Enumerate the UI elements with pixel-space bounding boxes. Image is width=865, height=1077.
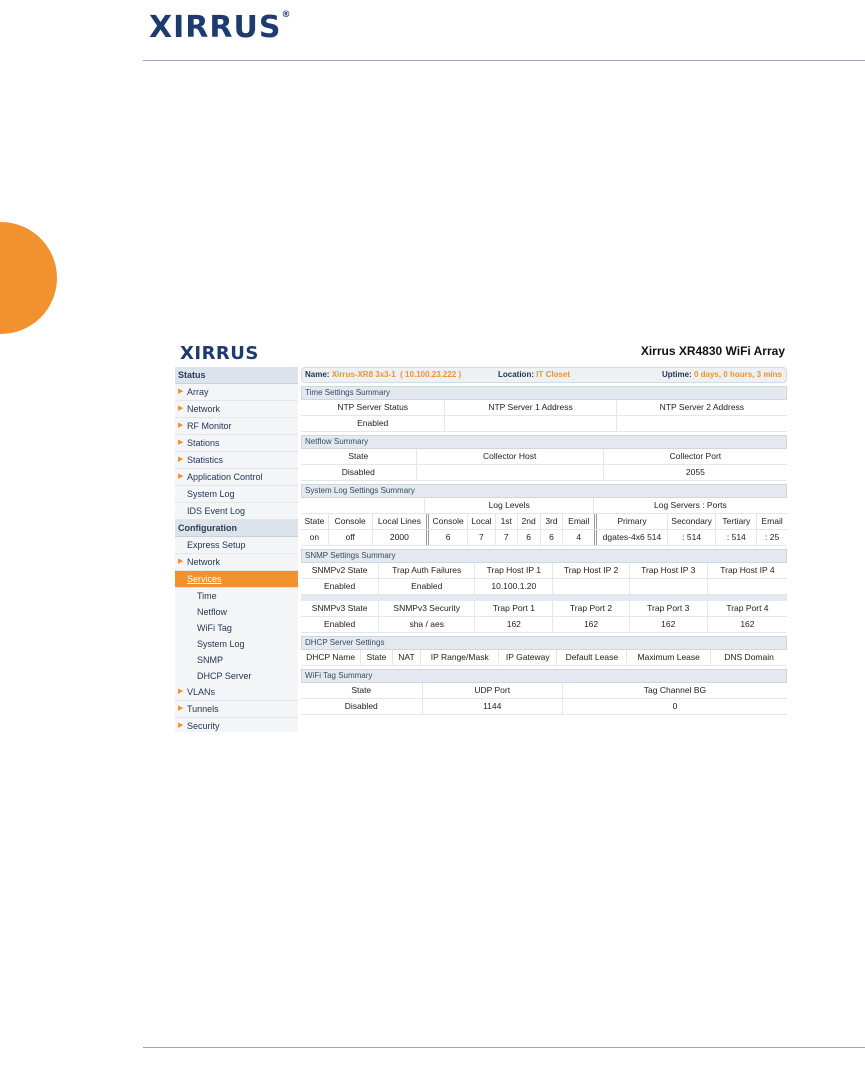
table-header-row [301,449,787,465]
table-cell: 6 [429,530,468,545]
column-header: Local Lines [373,514,430,529]
column-header: IP Range/Mask [421,650,499,665]
column-header: Primary [597,514,668,529]
column-header: SNMPv3 Security [379,601,475,616]
sidebar [175,367,298,732]
column-header: Trap Port 4 [726,603,769,613]
chapter-tab [0,222,57,334]
column-header: Collector Host [417,449,604,464]
chevron-right-icon: ▶ [178,439,184,446]
column-header: Trap Auth Failures [379,563,475,578]
app-title: Xirrus XR4830 WiFi Array [640,344,785,358]
table-row [301,530,787,546]
column-header: Trap Host IP 3 [630,563,708,578]
sidebar-subitem-wifi-tag[interactable]: WiFi Tag [197,623,232,633]
table-header-row [301,563,787,579]
table-cell [708,579,787,594]
section-netflow: Netflow Summary [301,435,787,449]
table-cell: : 25 [765,532,780,542]
column-header: 2nd [518,514,541,529]
footer-rule [143,1047,865,1048]
sidebar-item-array[interactable]: ▶ Array [175,384,298,401]
table-cell: 6 [518,530,541,545]
chevron-right-icon: ▶ [178,388,184,395]
column-header: State [301,683,423,698]
column-header: Secondary [668,514,717,529]
table-cell: : 514 [668,530,717,545]
table-cell [445,416,616,431]
sidebar-item-application-control[interactable]: ▶ Application Control [175,469,298,486]
column-header: NTP Server Status [301,400,445,415]
section-dhcp-server: DHCP Server Settings [301,636,787,650]
chevron-right-icon: ▶ [178,405,184,412]
info-bar [301,367,787,383]
sidebar-item-vlans[interactable]: ▶ VLANs [175,684,298,701]
sidebar-header-status[interactable]: Status [175,367,298,384]
column-header: NTP Server 2 Address [659,402,745,412]
screenshot-frame [175,340,787,732]
table-cell: 162 [475,617,553,632]
table-cell: 6 [541,530,564,545]
table-row [301,465,787,481]
table-cell: : 514 [716,530,757,545]
column-header: Maximum Lease [627,650,711,665]
chevron-right-icon: ▶ [178,722,184,729]
sidebar-item-config-network[interactable]: ▶ Network [175,554,298,571]
column-header: SNMPv3 State [301,601,379,616]
table-header-row [301,683,787,699]
column-header: DNS Domain [724,652,774,662]
section-time-settings: Time Settings Summary [301,386,787,400]
table-cell: Enabled [301,617,379,632]
sidebar-item-express-setup[interactable]: Express Setup [175,537,298,554]
column-header: Trap Host IP 4 [720,565,775,575]
section-snmp: SNMP Settings Summary [301,549,787,563]
table-cell: 7 [468,530,496,545]
column-header: Email [761,516,783,526]
sidebar-item-security[interactable]: ▶ Security [175,718,298,732]
sidebar-subitem-snmp[interactable]: SNMP [197,655,224,665]
table-row [301,416,787,432]
table-cell: 4 [563,530,597,545]
table-cell: sha / aes [379,617,475,632]
column-header: Local [468,514,496,529]
table-row [301,699,787,715]
table-header-row [301,650,787,666]
table-row [301,617,787,633]
sidebar-item-tunnels[interactable]: ▶ Tunnels [175,701,298,718]
column-header: State [301,449,417,464]
table-header-row [301,601,787,617]
column-header: Tertiary [716,514,757,529]
column-header: Console [429,514,468,529]
table-cell: off [329,530,373,545]
table-row [301,579,787,595]
table-cell: Disabled [301,699,423,714]
column-header: 1st [496,514,518,529]
column-header: Console [329,514,373,529]
column-header: Trap Port 1 [475,601,553,616]
table-cell [417,465,604,480]
sidebar-item-system-log[interactable]: System Log [175,486,298,503]
column-header: Email [563,514,597,529]
table-cell: 2000 [373,530,430,545]
column-header: Tag Channel BG [643,685,707,695]
column-header: Trap Host IP 2 [553,563,629,578]
sidebar-subitem-system-log[interactable]: System Log [197,639,245,649]
sidebar-subitem-time[interactable]: Time [197,591,217,601]
table-cell: 0 [672,701,678,711]
column-header: 3rd [541,514,564,529]
array-uptime: Uptime: 0 days, 0 hours, 3 mins [661,370,782,379]
table-cell [553,579,629,594]
column-header: DHCP Name [301,650,361,665]
header-rule [143,60,865,61]
table-group-row [301,498,787,514]
column-header: NAT [393,650,422,665]
table-cell: 1144 [423,699,563,714]
table-cell [617,416,787,431]
chevron-right-icon: ▶ [178,705,184,712]
column-header: Collector Port [669,451,722,461]
column-header: Trap Port 2 [553,601,629,616]
column-header: IP Gateway [499,650,557,665]
sidebar-header-configuration[interactable]: Configuration [175,520,298,537]
chevron-right-icon: ▶ [178,473,184,480]
table-cell: Disabled [301,465,417,480]
table-cell: 10.100.1.20 [475,579,553,594]
app-logo: XIRRUS [180,343,259,364]
table-header-row [301,400,787,416]
table-cell [630,579,708,594]
column-header: UDP Port [423,683,563,698]
table-cell: dgates-4x6 514 [597,530,668,545]
group-header-log-servers: Log Servers : Ports [654,500,727,510]
table-cell: 2055 [685,467,705,477]
table-cell: Enabled [301,579,379,594]
table-cell: on [301,530,329,545]
column-header: State [361,650,393,665]
array-location: Location: IT Closet [498,370,571,379]
sidebar-item-statistics[interactable]: ▶ Statistics [175,452,298,469]
chevron-right-icon: ▶ [178,558,184,565]
table-cell: Enabled [301,416,445,431]
table-header-row [301,514,787,530]
main-content [301,367,787,727]
sidebar-item-rf-monitor[interactable]: ▶ RF Monitor [175,418,298,435]
column-header: Trap Port 3 [630,601,708,616]
table-cell: 162 [740,619,755,629]
sidebar-subitem-netflow[interactable]: Netflow [197,607,228,617]
column-header: Trap Host IP 1 [475,563,553,578]
group-header-log-levels: Log Levels [425,498,593,513]
column-header: Default Lease [557,650,627,665]
section-system-log: System Log Settings Summary [301,484,787,498]
sidebar-item-ids-event-log[interactable]: IDS Event Log [175,503,298,520]
chevron-right-icon: ▶ [178,422,184,429]
table-cell: 162 [553,617,629,632]
column-header: SNMPv2 State [301,563,379,578]
array-name: Name: Xirrus-XR8 3x3-1 ( 10.100.23.222 ) [305,370,462,379]
sidebar-item-services[interactable]: Services [175,571,298,588]
chevron-right-icon: ▶ [178,688,184,695]
sidebar-item-stations[interactable]: ▶ Stations [175,435,298,452]
chevron-right-icon: ▶ [178,456,184,463]
table-cell: 7 [496,530,518,545]
table-cell: Enabled [379,579,475,594]
column-header: NTP Server 1 Address [445,400,616,415]
column-header: State [301,514,329,529]
section-wifi-tag: WiFi Tag Summary [301,669,787,683]
document-logo: XIRRUS® [149,10,292,45]
sidebar-item-network[interactable]: ▶ Network [175,401,298,418]
table-cell: 162 [630,617,708,632]
sidebar-subitem-dhcp-server[interactable]: DHCP Server [197,671,252,681]
